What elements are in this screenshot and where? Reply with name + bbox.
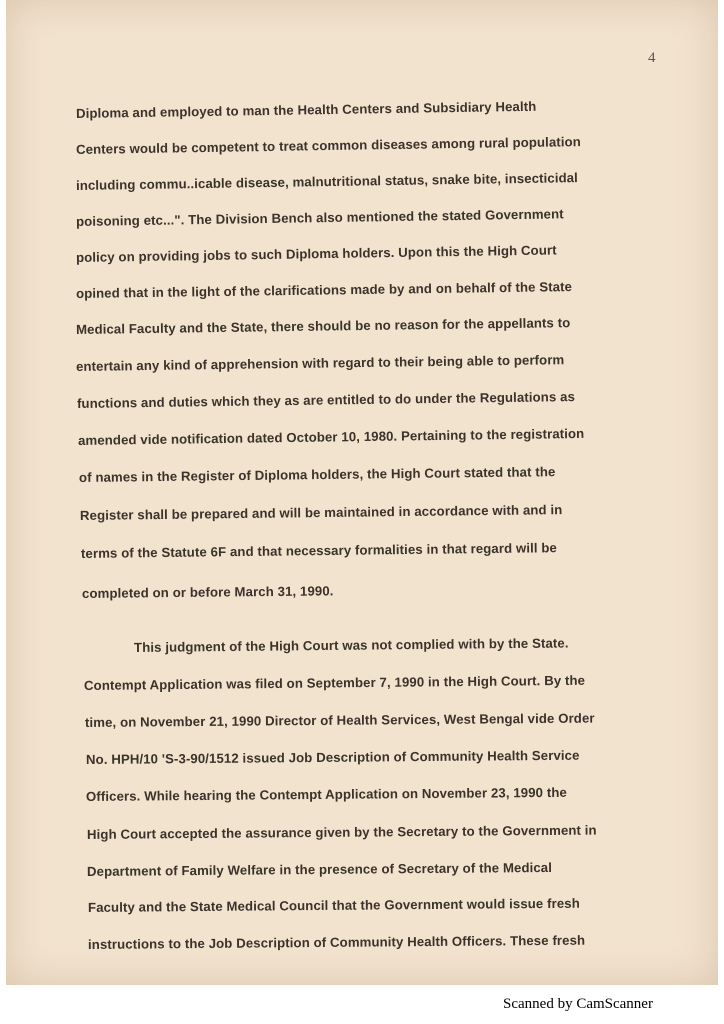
text-line: Officers. While hearing the Contempt Application on November 23, 1990 the (85, 784, 567, 804)
text-line: entertain any kind of apprehension with regard to their being able to perform (75, 352, 565, 374)
text-line: terms of the Statute 6F and that necessary formalities in that regard will be (80, 540, 558, 561)
scanned-page (6, 0, 718, 985)
text-line: instructions to the Job Description of Community Health Officers. These fresh (87, 932, 586, 952)
text-line: Centers would be competent to treat common diseases among rural population (75, 134, 582, 157)
text-line: No. HPH/10 'S-3-90/1512 issued Job Description of Community Health Service (85, 747, 580, 767)
text-line: Contempt Application was filed on September 7, 1990 in the High Court. By the (83, 672, 586, 693)
text-line: Faculty and the State Medical Council that the Government would issue fresh (87, 895, 580, 915)
text-line: policy on providing jobs to such Diploma holders. Upon this the High Court (75, 242, 557, 265)
text-line: time, on November 21, 1990 Director of Health Services, West Bengal vide Order (84, 710, 595, 730)
text-line: Diploma and employed to man the Health Centers and Subsidiary Health (75, 98, 537, 121)
text-line: Department of Family Welfare in the presence of Secretary of the Medical (86, 859, 553, 879)
text-line: opined that in the light of the clarifications made by and on behalf of the State (75, 279, 573, 301)
scanner-watermark: Scanned by CamScanner (503, 996, 653, 1012)
text-line: including commu..icable disease, malnutritional status, snake bite, insecticidal (75, 170, 579, 193)
text-line: poisoning etc...". The Division Bench also mentioned the stated Government (75, 206, 564, 229)
text-line: functions and duties which they as are entitled to do under the Regulations as (76, 389, 576, 411)
page-number: 4 (648, 50, 656, 66)
text-line: This judgment of the High Court was not complied with by the State. (133, 635, 569, 655)
text-line: High Court accepted the assurance given by the Secretary to the Government in (86, 822, 597, 842)
text-line: Register shall be prepared and will be maintained in accordance with and in (79, 502, 563, 523)
text-line: of names in the Register of Diploma holders, the High Court stated that the (78, 464, 556, 485)
text-line: amended vide notification dated October 10, 1980. Pertaining to the registration (77, 425, 585, 448)
text-line: completed on or before March 31, 1990. (81, 583, 334, 601)
text-line: Medical Faculty and the State, there should be no reason for the appellants to (75, 315, 571, 337)
